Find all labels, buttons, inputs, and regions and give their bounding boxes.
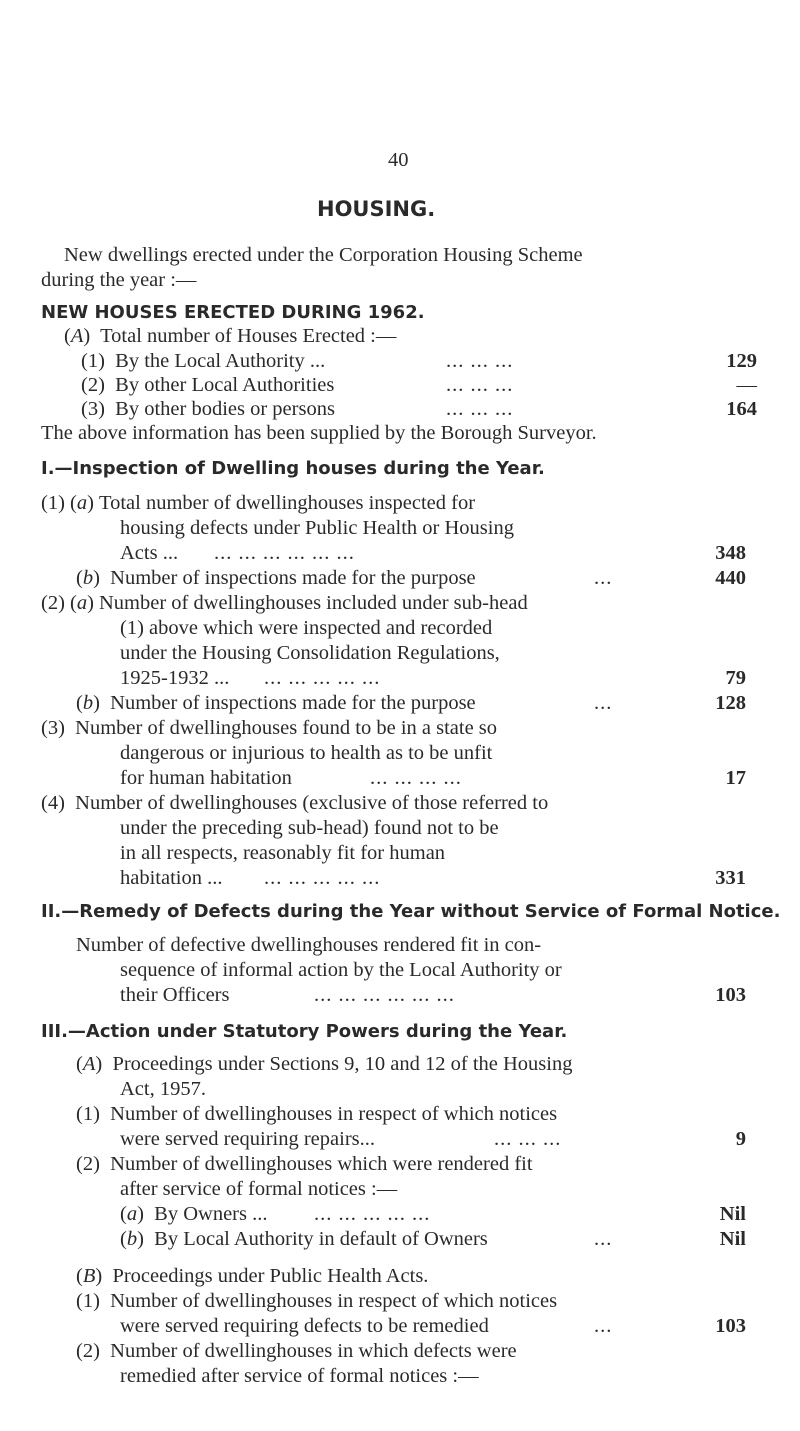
new-houses-item-3: (3) By other bodies or persons <box>81 398 335 420</box>
dot-leader: ... ... ... ... ... <box>264 667 381 689</box>
section-1-item-2b-value: 128 <box>715 692 746 714</box>
section-1-item-4-line-1: (4) Number of dwellinghouses (exclusive of those referred to <box>41 792 549 814</box>
section-2-heading: II.—Remedy of Defects during the Year without Service of Formal Notice. <box>41 901 781 922</box>
dot-leader: ... ... ... ... ... <box>314 1203 431 1225</box>
section-3-a2b-value: Nil <box>719 1228 746 1250</box>
section-3-a1-line-1: (1) Number of dwellinghouses in respect of which notices <box>76 1103 558 1125</box>
section-1-item-1a-marker: (1) (a) <box>41 492 94 514</box>
section-3-b1-value: 103 <box>715 1315 746 1337</box>
section-1-item-4-line-4: habitation ... <box>120 867 223 889</box>
dot-leader: ... ... ... <box>446 350 514 372</box>
section-1-item-1b: (b) Number of inspections made for the purpose <box>76 567 476 589</box>
dot-leader: ... ... ... ... <box>370 767 462 789</box>
dot-leader: ... ... ... ... ... ... <box>314 984 455 1006</box>
section-3-a-line-1: (A) Proceedings under Sections 9, 10 and 12 of the Housing <box>76 1053 573 1075</box>
section-3-b1-line-1: (1) Number of dwellinghouses in respect of which notices <box>76 1290 558 1312</box>
section-1-item-4-line-2: under the preceding sub-head) found not to be <box>120 817 499 839</box>
new-houses-item-2: (2) By other Local Authorities <box>81 374 335 396</box>
section-2-line-2: sequence of informal action by the Local Authority or <box>120 959 562 981</box>
page-number: 40 <box>388 149 409 171</box>
section-1-item-3-line-3: for human habitation <box>120 767 292 789</box>
section-1-item-2a-line-2: (1) above which were inspected and recorded <box>120 617 493 639</box>
section-1-item-1a-line-3: Acts ... <box>120 542 179 564</box>
section-1-item-2a-value: 79 <box>725 667 746 689</box>
new-houses-a: (A) Total number of Houses Erected :— <box>64 325 397 347</box>
section-3-b2-line-2: remedied after service of formal notices :— <box>120 1365 479 1387</box>
section-2-value: 103 <box>715 984 746 1006</box>
section-3-a1-value: 9 <box>735 1128 746 1150</box>
section-3-b2-line-1: (2) Number of dwellinghouses in which defects were <box>76 1340 517 1362</box>
section-2-line-3: their Officers <box>120 984 230 1006</box>
new-houses-heading: NEW HOUSES ERECTED DURING 1962. <box>41 302 425 323</box>
section-1-item-1a-line-2: housing defects under Public Health or Housing <box>120 517 514 539</box>
section-1-item-2a-marker: (2) (a) <box>41 592 94 614</box>
section-3-a-line-2: Act, 1957. <box>120 1078 206 1100</box>
section-2-line-1: Number of defective dwellinghouses rendered fit in con- <box>76 934 542 956</box>
section-1-item-4-line-3: in all respects, reasonably fit for human <box>120 842 446 864</box>
section-1-item-3-line-2: dangerous or injurious to health as to be unfit <box>120 742 493 764</box>
dot-leader: ... ... ... ... ... ... <box>214 542 355 564</box>
dot-leader: ... <box>594 1228 613 1250</box>
new-houses-item-1: (1) By the Local Authority ... <box>81 350 326 372</box>
section-1-item-1a-value: 348 <box>715 542 746 564</box>
section-1-item-2b: (b) Number of inspections made for the purpose <box>76 692 476 714</box>
dot-leader: ... ... ... <box>494 1128 562 1150</box>
section-1-item-1a-line-1: Total number of dwellinghouses inspected for <box>99 492 476 514</box>
section-1-item-2a-line-3: under the Housing Consolidation Regulations, <box>120 642 500 664</box>
section-3-a2a-value: Nil <box>719 1203 746 1225</box>
section-1-item-1b-value: 440 <box>715 567 746 589</box>
page-title: HOUSING. <box>317 197 436 221</box>
section-3-a2-line-1: (2) Number of dwellinghouses which were rendered fit <box>76 1153 533 1175</box>
section-3-a1-line-2: were served requiring repairs... <box>120 1128 375 1150</box>
intro-line-2: during the year :— <box>41 269 197 291</box>
section-3-b-line-1: (B) Proceedings under Public Health Acts. <box>76 1265 429 1287</box>
section-3-a2b: (b) By Local Authority in default of Owners <box>120 1228 488 1250</box>
section-3-a2a: (a) By Owners ... <box>120 1203 268 1225</box>
dot-leader: ... ... ... ... ... <box>264 867 381 889</box>
intro-line-1: New dwellings erected under the Corporation Housing Scheme <box>64 244 583 266</box>
new-houses-item-1-value: 129 <box>726 350 757 372</box>
section-3-a2-line-2: after service of formal notices :— <box>120 1178 398 1200</box>
section-1-item-3-line-1: (3) Number of dwellinghouses found to be in a state so <box>41 717 498 739</box>
dot-leader: ... <box>594 1315 613 1337</box>
section-1-item-3-value: 17 <box>725 767 746 789</box>
dot-leader: ... <box>594 692 613 714</box>
section-1-item-4-value: 331 <box>715 867 746 889</box>
section-1-item-2a-line-4: 1925-1932 ... <box>120 667 230 689</box>
new-houses-note: The above information has been supplied by the Borough Surveyor. <box>41 422 597 444</box>
new-houses-item-2-value: — <box>736 374 757 396</box>
section-3-heading: III.—Action under Statutory Powers during the Year. <box>41 1021 568 1042</box>
dot-leader: ... ... ... <box>446 374 514 396</box>
dot-leader: ... <box>594 567 613 589</box>
section-1-heading: I.—Inspection of Dwelling houses during the Year. <box>41 458 545 479</box>
section-1-item-2a-line-1: Number of dwellinghouses included under sub-head <box>99 592 528 614</box>
dot-leader: ... ... ... <box>446 398 514 420</box>
new-houses-item-3-value: 164 <box>726 398 757 420</box>
section-3-b1-line-2: were served requiring defects to be remedied <box>120 1315 489 1337</box>
